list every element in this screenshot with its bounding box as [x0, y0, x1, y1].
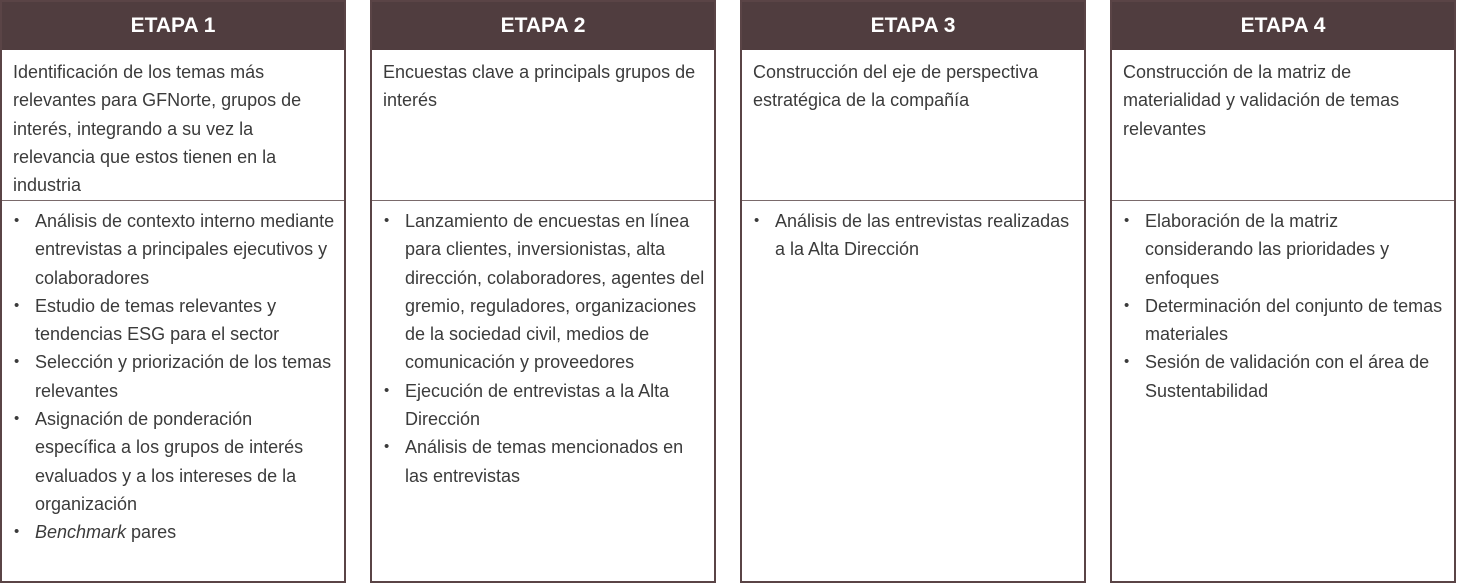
list-item: • Lanzamiento de encuestas en línea para clientes, inversionistas, alta dirección, colaboradores, agentes del gremio, reguladores, organizaciones de la sociedad civil, medios de comunicación y proveedores — [383, 207, 706, 377]
list-item: • Análisis de las entrevistas realizadas a la Alta Dirección — [753, 207, 1076, 264]
benchmark-rest: pares — [126, 522, 177, 543]
stage-1-title: ETAPA 1 — [2, 2, 344, 50]
list-item: • Elaboración de la matriz considerando las prioridades y enfoques — [1123, 207, 1446, 292]
benchmark-label: Benchmark — [35, 522, 127, 543]
list-item-benchmark — [13, 518, 336, 546]
list-item: • Selección y priorización de los temas relevantes — [13, 348, 336, 405]
list-item: • Estudio de temas relevantes y tendencias ESG para el sector — [13, 292, 336, 349]
stage-3-description: Construcción del eje de perspectiva estratégica de la compañía — [742, 50, 1084, 201]
stage-4-activity-list — [1112, 201, 1454, 405]
stage-1-card — [0, 0, 346, 583]
stage-2-card — [370, 0, 716, 583]
list-item: • Análisis de temas mencionados en las entrevistas — [383, 433, 706, 490]
stage-3-card — [740, 0, 1086, 583]
stage-1-description: Identificación de los temas más relevantes para GFNorte, grupos de interés, integrando a su vez la relevancia que estos tienen en la industria — [2, 50, 344, 201]
stage-3-activity-list — [742, 201, 1084, 264]
list-item: • Determinación del conjunto de temas materiales — [1123, 292, 1446, 349]
stage-4-description: Construcción de la matriz de materialidad y validación de temas relevantes — [1112, 50, 1454, 201]
list-item: • Asignación de ponderación específica a los grupos de interés evaluados y a los intereses de la organización — [13, 405, 336, 518]
list-item: • Ejecución de entrevistas a la Alta Dirección — [383, 377, 706, 434]
stage-4-title: ETAPA 4 — [1112, 2, 1454, 50]
list-item: • Análisis de contexto interno mediante entrevistas a principales ejecutivos y colaboradores — [13, 207, 336, 292]
list-item: • Sesión de validación con el área de Sustentabilidad — [1123, 348, 1446, 405]
stage-2-title: ETAPA 2 — [372, 2, 714, 50]
stage-1-activity-list — [2, 201, 344, 547]
stage-2-description: Encuestas clave a principals grupos de interés — [372, 50, 714, 201]
stage-3-title: ETAPA 3 — [742, 2, 1084, 50]
stage-4-card — [1110, 0, 1456, 583]
stage-2-activity-list — [372, 201, 714, 490]
